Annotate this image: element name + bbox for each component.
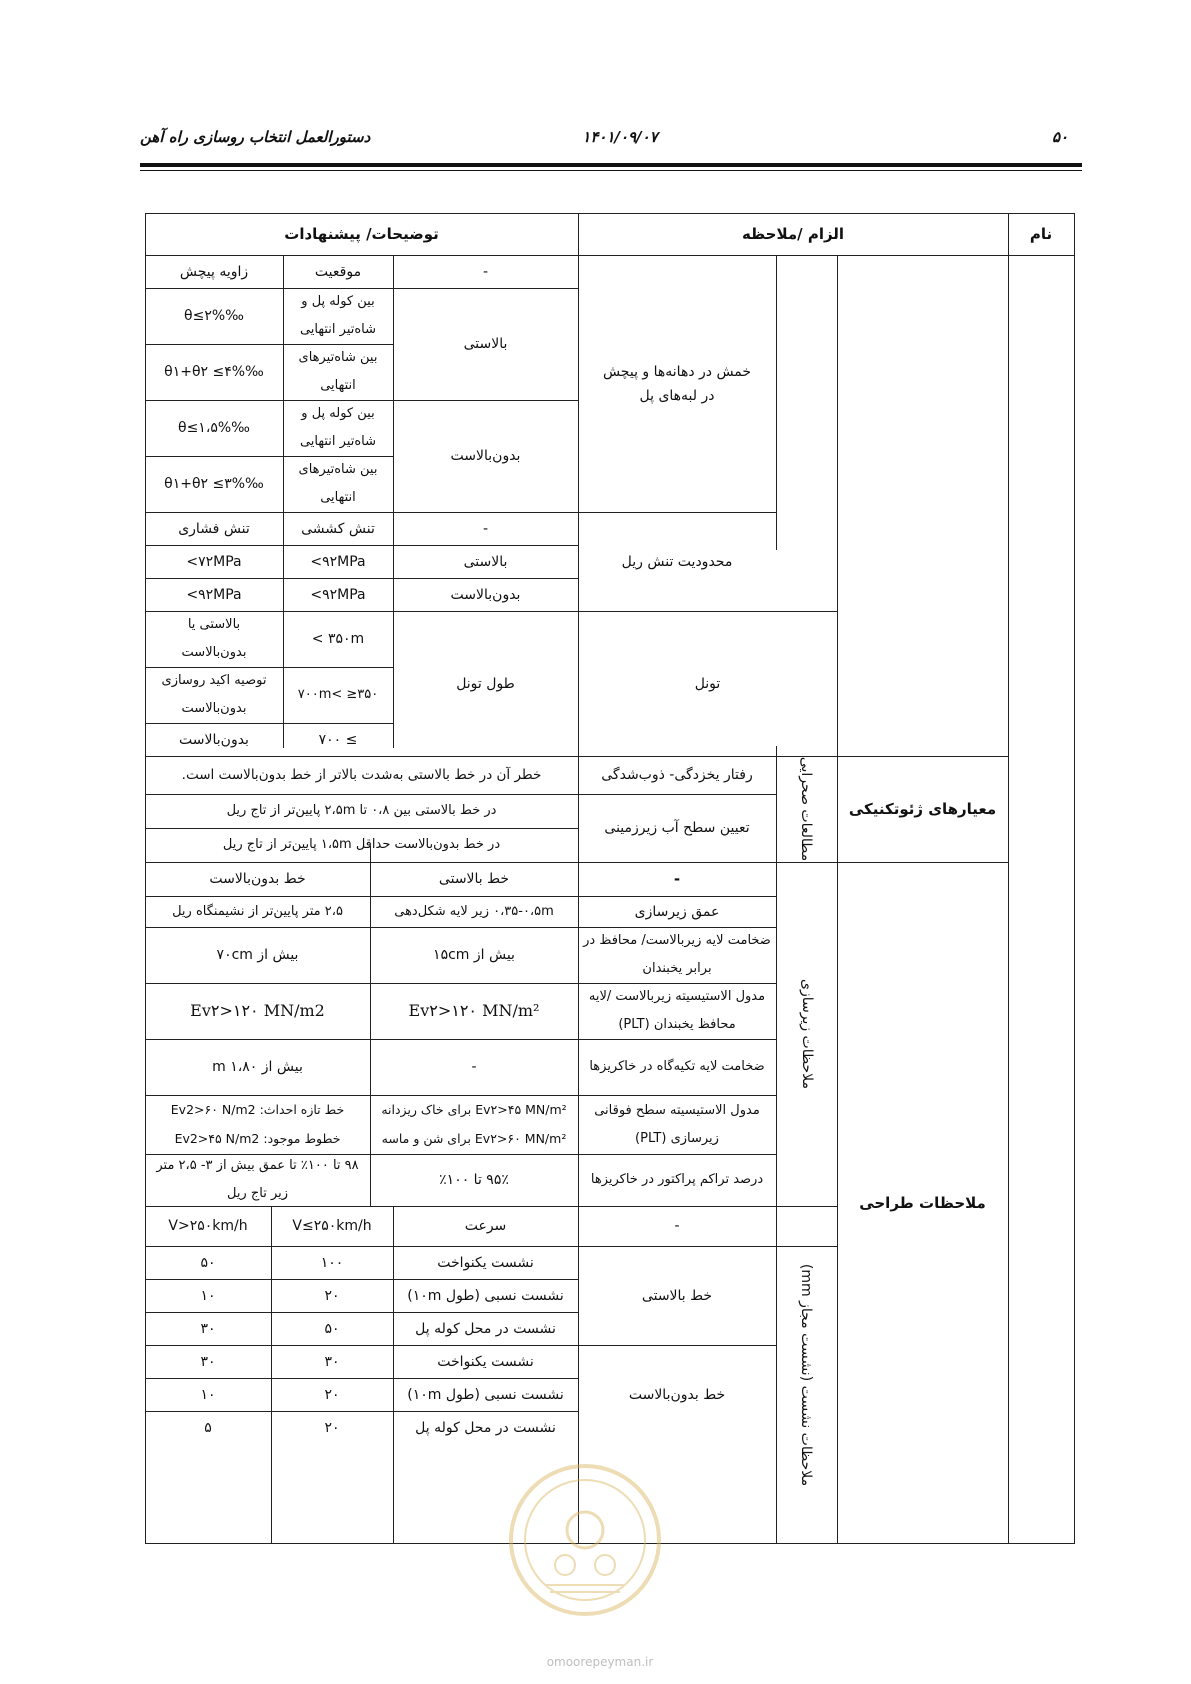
col-sub-line-a	[776, 255, 777, 550]
settle-ballast: خط بالاستی	[641, 1287, 713, 1304]
bridge-r3-val: θ≤۱،۵%‰	[178, 420, 250, 436]
settle-bl2-b: ۱۰	[200, 1386, 216, 1403]
settle-sub	[776, 1206, 837, 1544]
settle-gt250-head: V>۲۵۰km/h	[168, 1218, 248, 1234]
design-r4-ballastless: بیش از ۱،۸۰ m	[212, 1059, 303, 1075]
design-r5-ballastless-1: خط تازه احداث: Ev2>۶۰ N/m2	[170, 1101, 345, 1117]
geotech-r1-req: رفتار یخزدگی- ذوب‌شدگی	[601, 767, 753, 783]
bridge-r4-val: θ۱+θ۲ ≤۳%‰	[164, 476, 264, 492]
seal-watermark-icon	[505, 1460, 665, 1620]
watermark-text: omoorepeyman.ir	[546, 1655, 654, 1669]
settle-speed-head: سرعت	[464, 1218, 507, 1234]
tunnel-r1-value: بالاستی یا بدون‌بالاست	[181, 617, 247, 660]
head-requirement: الزام /ملاحظه	[741, 225, 845, 243]
settle-bl1-a: ۳۰	[324, 1353, 340, 1370]
stress-ballast-tension: <۹۲MPa	[310, 553, 366, 570]
settle-bl1-b: ۳۰	[200, 1353, 216, 1370]
design-group: ملاحظات طراحی	[859, 1194, 986, 1212]
bridge-r3-pos: بین کوله پل و شاه‌تیر انتهایی	[299, 406, 377, 449]
settle-b3-b: ۳۰	[200, 1320, 216, 1337]
settle-bl3-label: نشست در محل کوله پل	[415, 1419, 556, 1436]
design-r1-req: عمق زیرسازی	[634, 903, 720, 920]
design-col-ballastless: خط بدون‌بالاست	[209, 871, 306, 887]
design-r2-ballast: بیش از ۱۵cm	[433, 947, 515, 963]
stress-compression-head: تنش فشاری	[178, 520, 250, 537]
settle-b1-label: نشست یکنواخت	[437, 1254, 534, 1271]
bridge-r4-pos: بین شاه‌تیرهای انتهایی	[298, 462, 378, 505]
design-r5-ballast-1: Ev۲>۴۵ MN/m² برای خاک ریزدانه	[381, 1101, 567, 1117]
stress-ballastless-compression: <۹۲MPa	[186, 586, 242, 603]
settle-bl2-label: نشست نسبی (طول ۱۰m)	[407, 1386, 564, 1403]
header-rule-thick	[140, 163, 1082, 167]
head-explanations: توضیحات/ پیشنهادات	[284, 225, 439, 243]
table-border-right	[1074, 213, 1075, 1544]
settle-bl3-a: ۲۰	[324, 1419, 340, 1436]
document-date: ۱۴۰۱/۰۹/۰۷	[582, 128, 658, 146]
geotech-group: معیارهای ژئوتکنیکی	[848, 800, 997, 818]
settle-sub-label: ملاحظات نشست (نشست مجاز mm)	[798, 1263, 815, 1487]
bridge-ballastless: بدون‌بالاست	[450, 448, 521, 464]
design-r6-ballast: ۹۵٪ تا ۱۰۰٪	[439, 1172, 509, 1188]
design-r1-ballastless: ۲،۵ متر پایین‌تر از نشیمنگاه ریل	[172, 903, 343, 919]
tunnel-requirement: تونل	[694, 675, 721, 692]
design-r3-ballastless: Ev۲>۱۲۰ MN/m2	[190, 1001, 325, 1020]
stress-requirement: محدودیت تنش ریل	[621, 553, 733, 570]
stress-ballastless: بدون‌بالاست	[450, 586, 521, 603]
design-r2-ballastless: بیش از ۷۰cm	[216, 947, 299, 963]
design-col-ballast: خط بالاستی	[438, 871, 510, 887]
bridge-r2-pos: بین شاه‌تیرهای انتهایی	[298, 350, 378, 393]
tunnel-r3-value: بدون‌بالاست	[179, 731, 249, 748]
document-title: دستورالعمل انتخاب روسازی راه آهن	[140, 128, 371, 146]
settle-dash: -	[674, 1218, 680, 1234]
design-r4-ballast: -	[471, 1059, 477, 1075]
tunnel-r2-value: توصیه اکید روسازی بدون‌بالاست	[161, 673, 267, 716]
settle-b1-a: ۱۰۰	[320, 1254, 344, 1271]
tunnel-r3-length: ≥ ۷۰۰	[318, 731, 358, 748]
geotech-sub	[776, 756, 837, 862]
settle-b1-b: ۵۰	[200, 1254, 216, 1271]
stress-ballast: بالاستی	[463, 553, 508, 570]
bridge-requirement: خمش در دهانه‌ها و پیچش در لبه‌های پل	[602, 363, 752, 404]
bridge-position-head: موقعیت	[314, 263, 362, 280]
settle-lt250-head: V≤۲۵۰km/h	[292, 1218, 372, 1234]
settle-b3-label: نشست در محل کوله پل	[415, 1320, 556, 1337]
geotech-r2-text-a: در خط بالاستی بین ۰،۸ تا ۲،۵m پایین‌تر از تاج ریل	[226, 803, 497, 818]
design-r6-req: درصد تراکم پراکتور در خاکریزها	[590, 1172, 764, 1187]
design-sub-label: ملاحظات زیرسازی	[798, 979, 815, 1089]
tunnel-length-label: طول تونل	[456, 675, 515, 692]
tunnel-r1-length: < ۳۵۰m	[311, 631, 365, 647]
settle-bl2-a: ۲۰	[324, 1386, 340, 1403]
col-name-line	[1008, 213, 1009, 1544]
design-r6-ballastless: ۹۸ تا ۱۰۰٪ تا عمق بیش از ۳- ۲،۵ متر زیر تاج ریل	[156, 1158, 359, 1201]
geotech-r2-req: تعیین سطح آب زیرزمینی	[604, 820, 750, 836]
requirements-table	[145, 213, 1075, 1544]
stress-dash: -	[482, 520, 489, 537]
bridge-r1-pos: بین کوله پل و شاه‌تیر انتهایی	[299, 294, 377, 337]
geotech-r2-text-b: در خط بدون‌بالاست حداقل ۱،۵m پایین‌تر از تاج ریل	[222, 837, 501, 852]
settle-b2-label: نشست نسبی (طول ۱۰m)	[407, 1287, 564, 1304]
bridge-dash: -	[482, 263, 489, 280]
design-r2-req: ضخامت لایه زیربالاست/ محافظ در برابر یخبندان	[583, 933, 771, 976]
design-r5-ballast-2: Ev۲>۶۰ MN/m² برای شن و ماسه	[381, 1131, 567, 1146]
design-r5-ballastless-2: خطوط موجود: Ev2>۴۵ N/m2	[174, 1131, 341, 1146]
page-number: ۵۰	[1052, 128, 1069, 146]
tunnel-r2-length: ۳۵۰≤ >۷۰۰m	[297, 687, 379, 702]
head-name: نام	[1029, 225, 1053, 243]
bridge-r1-val: θ≤۲%‰	[184, 308, 244, 324]
design-dash: -	[673, 870, 681, 888]
geotech-r1-text: خطر آن در خط بالاستی به‌شدت بالاتر از خط بدون‌بالاست است.	[181, 767, 542, 783]
settle-b3-a: ۵۰	[324, 1320, 340, 1337]
stress-tension-head: تنش کششی	[301, 520, 375, 537]
design-r3-req: مدول الاستیسیته زیربالاست /لایه محافظ یخبندان (PLT)	[588, 989, 766, 1032]
settle-ballastless: خط بدون‌بالاست	[628, 1386, 726, 1403]
bridge-ballast: بالاستی	[463, 336, 508, 352]
settle-b2-b: ۱۰	[200, 1287, 216, 1304]
stress-ballastless-tension: <۹۲MPa	[310, 586, 366, 603]
geotech-sub-label: مطالعات صحرایی	[798, 756, 815, 862]
settle-bl3-b: ۵	[204, 1419, 212, 1436]
settle-b2-a: ۲۰	[324, 1287, 340, 1304]
design-r4-req: ضخامت لایه تکیه‌گاه در خاکریزها	[589, 1059, 765, 1074]
settle-bl1-label: نشست یکنواخت	[437, 1353, 534, 1370]
stress-ballast-compression: <۷۲MPa	[186, 553, 242, 570]
design-r5-req: مدول الاستیسیته سطح فوقانی زیرسازی (PLT)	[594, 1102, 760, 1146]
design-r1-ballast: ۰،۳۵-۰،۵m زیر لایه شکل‌دهی	[394, 903, 554, 919]
header-rule-thin	[140, 170, 1082, 171]
design-sub	[776, 862, 837, 1206]
design-r3-ballast: Ev۲>۱۲۰ MN/m²	[408, 1001, 540, 1020]
bridge-r2-val: θ۱+θ۲ ≤۴%‰	[164, 364, 264, 380]
bridge-twist-head: زاویه پیچش	[179, 263, 249, 280]
